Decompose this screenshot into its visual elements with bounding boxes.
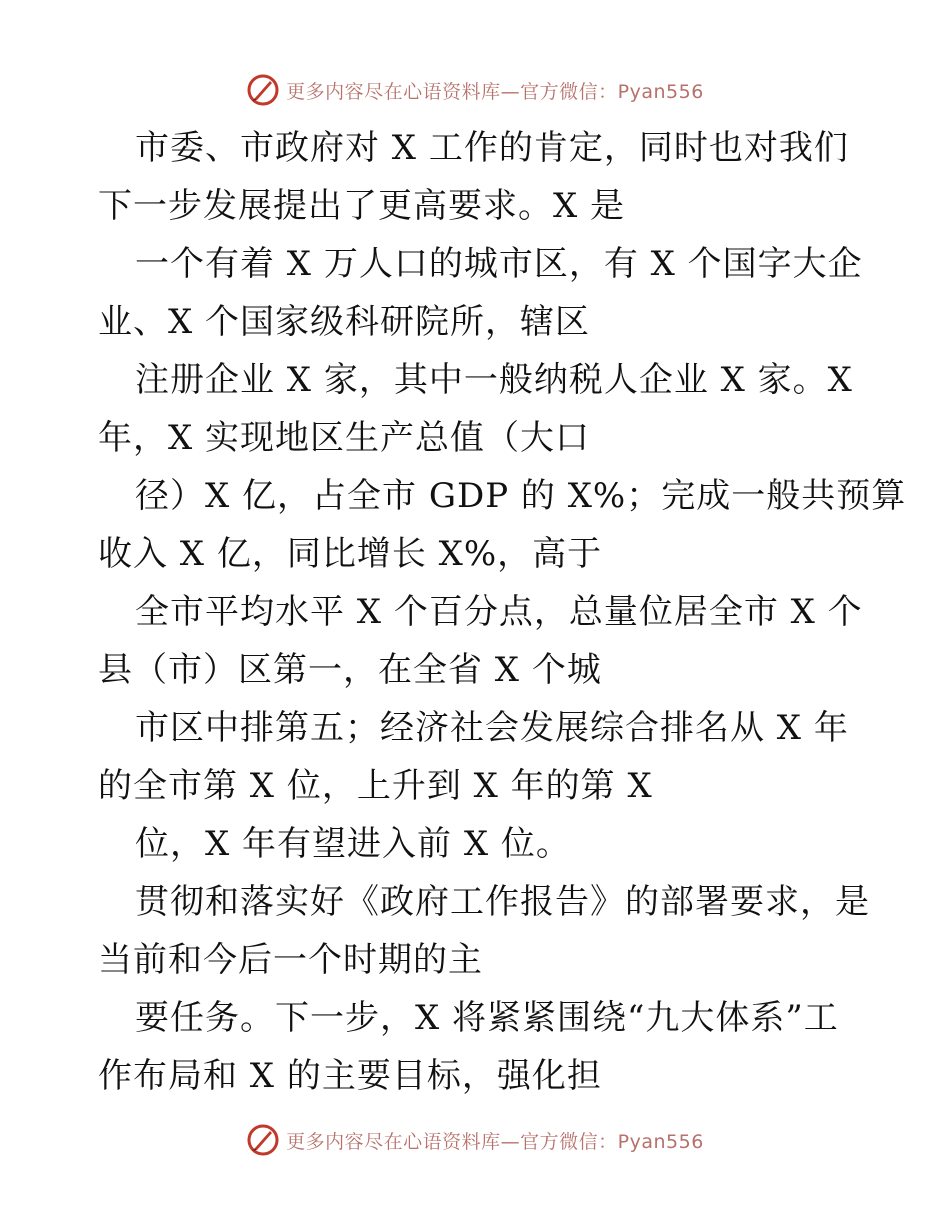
- text-line: 全市平均水平 X 个百分点，总量位居全市 X 个: [135, 592, 863, 632]
- header-watermark: [0, 70, 950, 110]
- text-line: 市区中排第五；经济社会发展综合排名从 X 年: [135, 708, 849, 748]
- watermark-text: 更多内容尽在心语资料库—官方微信：Pyan556: [286, 1130, 704, 1153]
- quill-logo-icon: [246, 73, 280, 107]
- text-line: 一个有着 X 万人口的城市区，有 X 个国字大企: [135, 244, 863, 284]
- text-line: 市委、市政府对 X 工作的肯定，同时也对我们: [135, 128, 849, 168]
- text-line: 年，X 实现地区生产总值（大口: [98, 418, 591, 458]
- text-line: 要任务。下一步，X 将紧紧围绕“九大体系”工: [135, 998, 839, 1038]
- text-line: 收入 X 亿，同比增长 X%，高于: [98, 534, 603, 574]
- text-line: 径）X 亿，占全市 GDP 的 X%；完成一般共预算: [135, 476, 907, 516]
- text-line: 业、X 个国家级科研院所，辖区: [98, 302, 591, 342]
- text-line: 当前和今后一个时期的主: [98, 940, 483, 980]
- text-line: 作布局和 X 的主要目标，强化担: [98, 1056, 602, 1096]
- watermark-text: 更多内容尽在心语资料库—官方微信：Pyan556: [286, 80, 704, 103]
- text-line: 位，X 年有望进入前 X 位。: [135, 824, 571, 864]
- footer-watermark: [0, 1120, 950, 1160]
- text-line: 县（市）区第一，在全省 X 个城: [98, 650, 602, 690]
- quill-logo-icon: [246, 1123, 280, 1157]
- text-line: 注册企业 X 家，其中一般纳税人企业 X 家。X: [135, 360, 853, 400]
- text-line: 下一步发展提出了更高要求。X 是: [98, 186, 626, 226]
- text-line: 贯彻和落实好《政府工作报告》的部署要求，是: [135, 882, 870, 922]
- text-line: 的全市第 X 位，上升到 X 年的第 X: [98, 766, 653, 806]
